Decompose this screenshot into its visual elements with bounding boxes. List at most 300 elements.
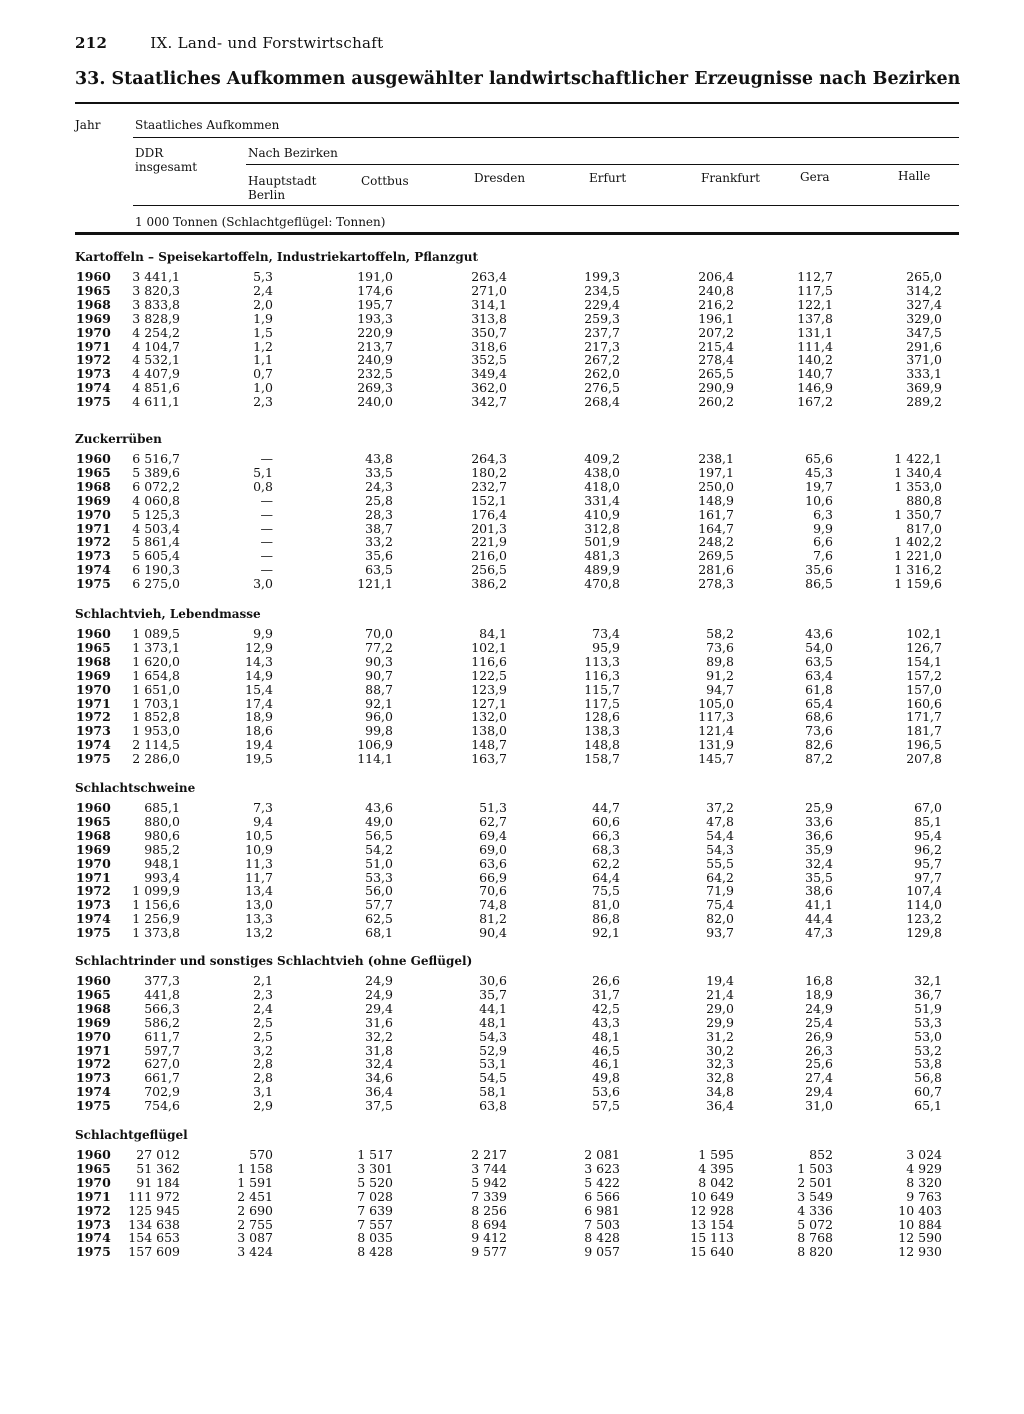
cell-year: 1970 [76, 1174, 111, 1190]
head-staatliches: Staatliches Aufkommen [135, 118, 280, 132]
cell-frankfurt: 207,2 [698, 324, 734, 340]
cell-dresden: 349,4 [471, 366, 507, 382]
cell-berlin: 10,9 [245, 841, 273, 857]
cell-berlin: 0,8 [253, 478, 273, 494]
head-insgesamt: insgesamt [135, 160, 198, 174]
cell-cottbus: 43,8 [365, 451, 393, 466]
cell-frankfurt: 32,3 [706, 1056, 734, 1072]
cell-frankfurt: 54,3 [706, 841, 734, 857]
cell-cottbus: 57,7 [365, 897, 393, 913]
cell-dresden: 62,7 [479, 813, 507, 829]
cell-frankfurt: 15 113 [690, 1230, 734, 1246]
cell-year: 1968 [76, 1000, 111, 1016]
cell-berlin: 1,1 [253, 352, 273, 368]
cell-frankfurt: 121,4 [698, 723, 734, 739]
cell-dresden: 54,3 [479, 1028, 507, 1044]
cell-halle: 51,9 [914, 1000, 942, 1016]
cell-year: 1974 [76, 737, 111, 753]
cell-dresden: 352,5 [471, 352, 507, 368]
cell-erfurt: 2 081 [584, 1147, 620, 1162]
head-erfurt: Erfurt [589, 171, 627, 185]
cell-ddr: 1 373,8 [132, 925, 180, 941]
cell-year: 1971 [76, 1042, 111, 1058]
cell-dresden: 123,9 [471, 681, 507, 697]
cell-gera: 43,6 [805, 626, 833, 641]
cell-gera: 47,3 [805, 925, 833, 941]
cell-ddr: 4 503,4 [132, 520, 180, 536]
cell-berlin: 3,2 [253, 1042, 273, 1058]
cell-year: 1974 [76, 911, 111, 927]
cell-cottbus: 49,0 [365, 813, 393, 829]
cell-halle: 1 221,0 [894, 548, 942, 564]
cell-halle: 96,2 [914, 841, 942, 857]
cell-halle: 327,4 [906, 296, 942, 312]
cell-dresden: 52,9 [479, 1042, 507, 1058]
cell-halle: 1 353,0 [894, 478, 942, 494]
cell-year: 1968 [76, 827, 111, 843]
cell-year: 1965 [76, 464, 111, 480]
cell-erfurt: 234,5 [584, 282, 620, 298]
table-title: 33. Staatliches Aufkommen ausgewählter landwirtschaftlicher Erzeugnisse nach Bezirken [75, 69, 961, 89]
cell-year: 1970 [76, 1028, 111, 1044]
cell-erfurt: 48,1 [592, 1028, 620, 1044]
cell-frankfurt: 164,7 [698, 520, 734, 536]
cell-ddr: 4 254,2 [132, 324, 180, 340]
cell-year: 1971 [76, 1188, 111, 1204]
cell-dresden: 8 256 [471, 1202, 507, 1218]
cell-gera: 111,4 [797, 338, 833, 354]
cell-frankfurt: 290,9 [698, 380, 734, 396]
cell-berlin: 1 158 [237, 1160, 273, 1176]
cell-halle: 880,8 [906, 492, 942, 508]
cell-halle: 53,3 [914, 1014, 942, 1030]
head-gera: Gera [800, 170, 830, 184]
cell-erfurt: 438,0 [584, 464, 620, 480]
cell-gera: 112,7 [797, 269, 833, 284]
cell-dresden: 313,8 [471, 310, 507, 326]
cell-frankfurt: 131,9 [698, 737, 734, 753]
cell-ddr: 1 953,0 [132, 723, 180, 739]
cell-erfurt: 66,3 [592, 827, 620, 843]
cell-year: 1972 [76, 534, 111, 550]
cell-berlin: 19,4 [245, 737, 273, 753]
cell-ddr: 157 609 [128, 1244, 180, 1260]
cell-ddr: 91 184 [136, 1174, 180, 1190]
cell-erfurt: 312,8 [584, 520, 620, 536]
cell-frankfurt: 82,0 [706, 911, 734, 927]
cell-gera: 29,4 [805, 1084, 833, 1100]
cell-erfurt: 68,3 [592, 841, 620, 857]
cell-cottbus: 174,6 [357, 282, 393, 298]
cell-cottbus: 213,7 [357, 338, 393, 354]
head-halle: Halle [898, 169, 931, 183]
cell-gera: 19,7 [805, 478, 833, 494]
cell-dresden: 9 577 [471, 1244, 507, 1260]
cell-halle: 154,1 [906, 653, 942, 669]
cell-frankfurt: 278,3 [698, 576, 734, 592]
cell-frankfurt: 197,1 [698, 464, 734, 480]
cell-berlin: 2,3 [253, 986, 273, 1002]
cell-dresden: 163,7 [471, 751, 507, 767]
cell-year: 1973 [76, 897, 111, 913]
cell-frankfurt: 94,7 [706, 681, 734, 697]
cell-berlin: — [260, 506, 273, 522]
cell-gera: 41,1 [805, 897, 833, 913]
cell-dresden: 44,1 [479, 1000, 507, 1016]
cell-year: 1971 [76, 695, 111, 711]
cell-halle: 107,4 [906, 883, 942, 899]
cell-halle: 369,9 [906, 380, 942, 396]
cell-berlin: 7,3 [253, 800, 273, 815]
cell-ddr: 948,1 [144, 855, 180, 871]
cell-frankfurt: 12 928 [690, 1202, 734, 1218]
cell-frankfurt: 145,7 [698, 751, 734, 767]
cell-cottbus: 32,2 [365, 1028, 393, 1044]
cell-cottbus: 33,5 [365, 464, 393, 480]
cell-halle: 291,6 [906, 338, 942, 354]
cell-erfurt: 43,3 [592, 1014, 620, 1030]
cell-erfurt: 46,5 [592, 1042, 620, 1058]
cell-gera: 82,6 [805, 737, 833, 753]
cell-gera: 9,9 [813, 520, 833, 536]
cell-dresden: 148,7 [471, 737, 507, 753]
cell-berlin: 11,7 [245, 869, 273, 885]
cell-halle: 8 320 [906, 1174, 942, 1190]
cell-erfurt: 57,5 [592, 1098, 620, 1114]
rule-head-3 [133, 205, 959, 206]
cell-gera: 86,5 [805, 576, 833, 592]
cell-ddr: 4 104,7 [132, 338, 180, 354]
cell-erfurt: 5 422 [584, 1174, 620, 1190]
cell-berlin: 3,1 [253, 1084, 273, 1100]
cell-halle: 56,8 [914, 1070, 942, 1086]
cell-cottbus: 34,6 [365, 1070, 393, 1086]
cell-frankfurt: 8 042 [698, 1174, 734, 1190]
cell-erfurt: 501,9 [584, 534, 620, 550]
cell-dresden: 264,3 [471, 451, 507, 466]
cell-erfurt: 6 566 [584, 1188, 620, 1204]
cell-frankfurt: 265,5 [698, 366, 734, 382]
cell-year: 1973 [76, 1070, 111, 1086]
cell-halle: 207,8 [906, 751, 942, 767]
cell-year: 1960 [76, 973, 111, 988]
cell-ddr: 27 012 [136, 1147, 180, 1162]
cell-frankfurt: 148,9 [698, 492, 734, 508]
cell-cottbus: 121,1 [357, 576, 393, 592]
cell-erfurt: 217,3 [584, 338, 620, 354]
cell-erfurt: 81,0 [592, 897, 620, 913]
cell-frankfurt: 4 395 [698, 1160, 734, 1176]
cell-erfurt: 64,4 [592, 869, 620, 885]
cell-year: 1970 [76, 855, 111, 871]
cell-halle: 126,7 [906, 639, 942, 655]
cell-erfurt: 26,6 [592, 973, 620, 988]
cell-halle: 160,6 [906, 695, 942, 711]
cell-cottbus: 63,5 [365, 562, 393, 578]
cell-berlin: 2,4 [253, 1000, 273, 1016]
cell-dresden: 9 412 [471, 1230, 507, 1246]
cell-berlin: — [260, 534, 273, 550]
cell-gera: 36,6 [805, 827, 833, 843]
cell-dresden: 232,7 [471, 478, 507, 494]
cell-ddr: 3 820,3 [132, 282, 180, 298]
cell-erfurt: 158,7 [584, 751, 620, 767]
cell-erfurt: 62,2 [592, 855, 620, 871]
section-title: Schlachtvieh, Lebendmasse [75, 607, 261, 621]
cell-halle: 102,1 [906, 626, 942, 641]
cell-frankfurt: 93,7 [706, 925, 734, 941]
cell-halle: 1 159,6 [894, 576, 942, 592]
cell-halle: 9 763 [906, 1188, 942, 1204]
cell-dresden: 138,0 [471, 723, 507, 739]
rule-head-1 [133, 137, 959, 138]
cell-frankfurt: 91,2 [706, 667, 734, 683]
cell-gera: 140,7 [797, 366, 833, 382]
cell-gera: 44,4 [805, 911, 833, 927]
cell-frankfurt: 29,0 [706, 1000, 734, 1016]
cell-year: 1974 [76, 1230, 111, 1246]
cell-erfurt: 73,4 [592, 626, 620, 641]
cell-cottbus: 90,3 [365, 653, 393, 669]
cell-ddr: 3 828,9 [132, 310, 180, 326]
cell-cottbus: 28,3 [365, 506, 393, 522]
cell-year: 1973 [76, 548, 111, 564]
cell-year: 1968 [76, 653, 111, 669]
cell-cottbus: 114,1 [357, 751, 393, 767]
cell-year: 1974 [76, 1084, 111, 1100]
cell-ddr: 980,6 [144, 827, 180, 843]
cell-halle: 314,2 [906, 282, 942, 298]
cell-cottbus: 99,8 [365, 723, 393, 739]
cell-dresden: 256,5 [471, 562, 507, 578]
cell-ddr: 377,3 [144, 973, 180, 988]
cell-erfurt: 237,7 [584, 324, 620, 340]
cell-ddr: 6 190,3 [132, 562, 180, 578]
cell-erfurt: 267,2 [584, 352, 620, 368]
cell-dresden: 127,1 [471, 695, 507, 711]
cell-frankfurt: 54,4 [706, 827, 734, 843]
cell-gera: 35,6 [805, 562, 833, 578]
cell-frankfurt: 196,1 [698, 310, 734, 326]
cell-dresden: 201,3 [471, 520, 507, 536]
cell-frankfurt: 161,7 [698, 506, 734, 522]
cell-ddr: 685,1 [144, 800, 180, 815]
cell-dresden: 132,0 [471, 709, 507, 725]
cell-gera: 10,6 [805, 492, 833, 508]
cell-frankfurt: 31,2 [706, 1028, 734, 1044]
cell-gera: 26,3 [805, 1042, 833, 1058]
cell-berlin: 17,4 [245, 695, 273, 711]
cell-ddr: 441,8 [144, 986, 180, 1002]
cell-dresden: 66,9 [479, 869, 507, 885]
cell-dresden: 362,0 [471, 380, 507, 396]
cell-cottbus: 232,5 [357, 366, 393, 382]
cell-ddr: 4 060,8 [132, 492, 180, 508]
cell-gera: 31,0 [805, 1098, 833, 1114]
cell-berlin: 14,9 [245, 667, 273, 683]
cell-frankfurt: 15 640 [690, 1244, 734, 1260]
cell-dresden: 30,6 [479, 973, 507, 988]
cell-ddr: 661,7 [144, 1070, 180, 1086]
cell-year: 1968 [76, 478, 111, 494]
cell-dresden: 5 942 [471, 1174, 507, 1190]
cell-halle: 1 316,2 [894, 562, 942, 578]
cell-berlin: 3,0 [253, 576, 273, 592]
cell-gera: 137,8 [797, 310, 833, 326]
cell-erfurt: 481,3 [584, 548, 620, 564]
cell-frankfurt: 29,9 [706, 1014, 734, 1030]
cell-year: 1975 [76, 751, 111, 767]
cell-berlin: 1,0 [253, 380, 273, 396]
cell-erfurt: 7 503 [584, 1216, 620, 1232]
cell-cottbus: 62,5 [365, 911, 393, 927]
cell-year: 1960 [76, 269, 111, 284]
cell-frankfurt: 281,6 [698, 562, 734, 578]
cell-frankfurt: 13 154 [690, 1216, 734, 1232]
cell-dresden: 53,1 [479, 1056, 507, 1072]
cell-ddr: 993,4 [144, 869, 180, 885]
cell-gera: 24,9 [805, 1000, 833, 1016]
cell-year: 1975 [76, 576, 111, 592]
cell-year: 1965 [76, 282, 111, 298]
cell-halle: 95,4 [914, 827, 942, 843]
cell-ddr: 1 651,0 [132, 681, 180, 697]
cell-halle: 85,1 [914, 813, 942, 829]
cell-gera: 32,4 [805, 855, 833, 871]
cell-halle: 329,0 [906, 310, 942, 326]
cell-berlin: 3 424 [237, 1244, 273, 1260]
cell-cottbus: 1 517 [357, 1147, 393, 1162]
cell-ddr: 702,9 [144, 1084, 180, 1100]
cell-berlin: — [260, 562, 273, 578]
cell-cottbus: 24,9 [365, 973, 393, 988]
cell-year: 1975 [76, 1098, 111, 1114]
cell-year: 1975 [76, 925, 111, 941]
cell-halle: 97,7 [914, 869, 942, 885]
cell-gera: 63,4 [805, 667, 833, 683]
cell-year: 1965 [76, 1160, 111, 1176]
cell-gera: 25,9 [805, 800, 833, 815]
cell-berlin: 13,4 [245, 883, 273, 899]
cell-dresden: 69,4 [479, 827, 507, 843]
cell-gera: 38,6 [805, 883, 833, 899]
cell-year: 1973 [76, 366, 111, 382]
cell-year: 1974 [76, 562, 111, 578]
cell-cottbus: 195,7 [357, 296, 393, 312]
cell-year: 1968 [76, 296, 111, 312]
cell-halle: 347,5 [906, 324, 942, 340]
cell-halle: 817,0 [906, 520, 942, 536]
cell-erfurt: 9 057 [584, 1244, 620, 1260]
cell-dresden: 54,5 [479, 1070, 507, 1086]
cell-gera: 26,9 [805, 1028, 833, 1044]
cell-year: 1971 [76, 520, 111, 536]
cell-gera: 852 [809, 1147, 833, 1162]
cell-ddr: 566,3 [144, 1000, 180, 1016]
cell-frankfurt: 89,8 [706, 653, 734, 669]
cell-gera: 25,4 [805, 1014, 833, 1030]
cell-frankfurt: 21,4 [706, 986, 734, 1002]
cell-erfurt: 60,6 [592, 813, 620, 829]
cell-ddr: 3 833,8 [132, 296, 180, 312]
cell-ddr: 4 407,9 [132, 366, 180, 382]
cell-erfurt: 268,4 [584, 394, 620, 410]
cell-erfurt: 3 623 [584, 1160, 620, 1176]
cell-gera: 167,2 [797, 394, 833, 410]
cell-year: 1974 [76, 380, 111, 396]
cell-dresden: 70,6 [479, 883, 507, 899]
cell-frankfurt: 215,4 [698, 338, 734, 354]
cell-gera: 16,8 [805, 973, 833, 988]
cell-halle: 265,0 [906, 269, 942, 284]
cell-halle: 95,7 [914, 855, 942, 871]
cell-year: 1960 [76, 1147, 111, 1162]
cell-erfurt: 115,7 [584, 681, 620, 697]
cell-year: 1975 [76, 1244, 111, 1260]
cell-gera: 33,6 [805, 813, 833, 829]
cell-frankfurt: 10 649 [690, 1188, 734, 1204]
cell-ddr: 3 441,1 [132, 269, 180, 284]
cell-cottbus: 191,0 [357, 269, 393, 284]
cell-cottbus: 106,9 [357, 737, 393, 753]
cell-frankfurt: 55,5 [706, 855, 734, 871]
cell-cottbus: 70,0 [365, 626, 393, 641]
cell-berlin: 11,3 [245, 855, 273, 871]
cell-gera: 54,0 [805, 639, 833, 655]
cell-berlin: 13,3 [245, 911, 273, 927]
cell-berlin: — [260, 520, 273, 536]
cell-year: 1969 [76, 841, 111, 857]
cell-halle: 157,0 [906, 681, 942, 697]
cell-cottbus: 88,7 [365, 681, 393, 697]
cell-dresden: 48,1 [479, 1014, 507, 1030]
cell-cottbus: 7 557 [357, 1216, 393, 1232]
cell-halle: 10 403 [898, 1202, 942, 1218]
cell-cottbus: 77,2 [365, 639, 393, 655]
cell-halle: 53,2 [914, 1042, 942, 1058]
cell-erfurt: 49,8 [592, 1070, 620, 1086]
cell-dresden: 180,2 [471, 464, 507, 480]
cell-berlin: 9,9 [253, 626, 273, 641]
cell-cottbus: 33,2 [365, 534, 393, 550]
cell-gera: 7,6 [813, 548, 833, 564]
cell-halle: 123,2 [906, 911, 942, 927]
cell-berlin: 2,9 [253, 1098, 273, 1114]
cell-gera: 61,8 [805, 681, 833, 697]
cell-halle: 171,7 [906, 709, 942, 725]
head-berlin-1: Hauptstadt [248, 174, 317, 188]
cell-dresden: 350,7 [471, 324, 507, 340]
cell-cottbus: 5 520 [357, 1174, 393, 1190]
cell-berlin: — [260, 451, 273, 466]
cell-gera: 6,6 [813, 534, 833, 550]
cell-ddr: 1 256,9 [132, 911, 180, 927]
cell-dresden: 58,1 [479, 1084, 507, 1100]
cell-gera: 68,6 [805, 709, 833, 725]
cell-berlin: 3 087 [237, 1230, 273, 1246]
cell-berlin: 2,8 [253, 1056, 273, 1072]
rule-head-2 [246, 164, 959, 165]
cell-dresden: 116,6 [471, 653, 507, 669]
cell-year: 1965 [76, 986, 111, 1002]
cell-halle: 1 422,1 [894, 451, 942, 466]
cell-cottbus: 269,3 [357, 380, 393, 396]
cell-erfurt: 117,5 [584, 695, 620, 711]
cell-halle: 4 929 [906, 1160, 942, 1176]
cell-cottbus: 220,9 [357, 324, 393, 340]
cell-berlin: 2,4 [253, 282, 273, 298]
cell-halle: 129,8 [906, 925, 942, 941]
